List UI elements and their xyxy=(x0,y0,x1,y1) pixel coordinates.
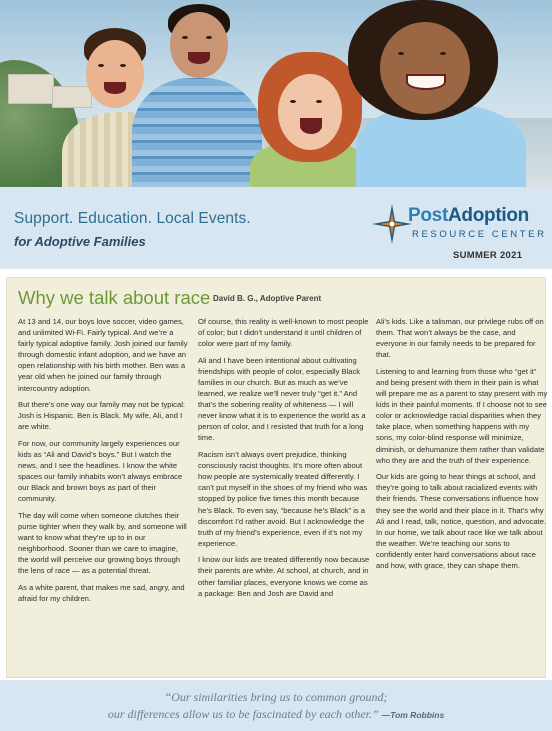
logo-word-adoption: Adoption xyxy=(447,205,529,226)
article-column-3 xyxy=(376,316,548,577)
article-title: Why we talk about race xyxy=(18,287,211,308)
article-column-1 xyxy=(18,316,190,610)
quote-line-2 xyxy=(0,707,552,722)
paragraph: Ali and I have been intentional about cultivating friendships with people of color, especially Black families in our church. But as much as we’ve learned, we realize we’ll never truly “get it.” And that’s the sobering reality of whiteness — I will never know what it is to experience the world as a person of color, and I resisted that truth for a long time. xyxy=(198,355,366,443)
quote-author: —Tom Robbins xyxy=(381,710,445,720)
paragraph: The day will come when someone clutches their purse tighter when they walk by, and someone will want to know what they’re up to in our neighborhood. Sooner than we care to imagine, the world will perceive our growing boys through the lens of race — as a potential threat. xyxy=(18,511,187,576)
banner-tagline: Support. Education. Local Events. xyxy=(14,210,251,227)
logo-word-post: Post xyxy=(408,205,448,226)
article-byline: David B. G., Adoptive Parent xyxy=(213,294,322,303)
paragraph: Our kids are going to hear things at school, and they’re going to talk about racialized events with their friends. These conversations influence how they see the world and their place in it. That’s why Ali and I read, talk, notice, question, and advocate. In our home, we talk about race like we talk about the weather. We’re teaching our sons to confidently enter hard conversations about race and how, with grace, they can shape them. xyxy=(376,472,547,570)
paragraph: I know our kids are treated differently now because their parents are white. At school, at church, and in other familiar places, everyone knows we come as a package: Ben and Josh are David and xyxy=(198,555,370,598)
hero-building xyxy=(8,74,54,104)
article-column-2 xyxy=(198,316,370,604)
quote-band xyxy=(0,680,552,731)
issue-season: SUMMER 2021 xyxy=(453,250,523,261)
paragraph: As a white parent, that makes me sad, angry, and afraid for my children. xyxy=(18,583,185,604)
hero-building xyxy=(52,86,92,108)
quote-line-2-text: our differences allow us to be fascinated by each other.” xyxy=(107,707,379,721)
banner-subline: for Adoptive Families xyxy=(14,234,146,249)
paragraph: Racism isn’t always overt prejudice, thinking consciously racist thoughts. It’s more often about how people are systemically treated differently. I can’t put myself in the shoes of my friend who was stopped by police five times this month because he’s Black. To even say, “because he’s Black” is a discomfort I’d rather avoid. But I acknowledge the truth of my friend’s experience, even if it’s not my experience. xyxy=(198,450,368,548)
paragraph: Of course, this reality is well-known to most people of color; but I didn’t understand it until children of color were part of my family. xyxy=(198,317,369,349)
paragraph: Listening to and learning from those who “get it” and being present with them in their pain is what will prepare me as a parent to stay present with my kids in their painful moments. If I choose not to see color or acknowledge racial disparities when they take place, when something happens with my sons, my color-blind response will minimize, diminish, or dehumanize them rather than validate who they are and the truth of their experience. xyxy=(376,366,548,465)
paragraph: Ali’s kids. Like a talisman, our privilege rubs off on them. That won’t always be the case, and everyone in our family needs to be prepared for that. xyxy=(376,317,544,360)
paragraph: But there’s one way our family may not be typical: Josh is Hispanic. Ben is Black. My wife, Ali, and I are white. xyxy=(18,400,186,432)
quote-line-1: “Our similarities bring us to common ground; xyxy=(164,690,388,704)
paragraph: At 13 and 14, our boys love soccer, video games, and unlimited Wi-Fi. Fairly typical. And we’re a fairly typical adoptive family. Josh joined our family through domestic infant adoption, and we have an open relationship with his birth mother. Ben was a year old when he joined our family through intercountry adoption. xyxy=(18,317,188,393)
compass-star-icon xyxy=(372,204,412,244)
paragraph: For now, our community largely experiences our kids as “Ali and David’s boys.” But I watch the news, and I see the headlines. I know the white spaces our family inhabits won’t always embrace our Black and brown boys as part of their community. xyxy=(18,438,183,504)
logo-subtitle: RESOURCE CENTER xyxy=(412,229,547,240)
hero-photo-children xyxy=(0,0,552,187)
logo-wordmark xyxy=(408,205,529,227)
